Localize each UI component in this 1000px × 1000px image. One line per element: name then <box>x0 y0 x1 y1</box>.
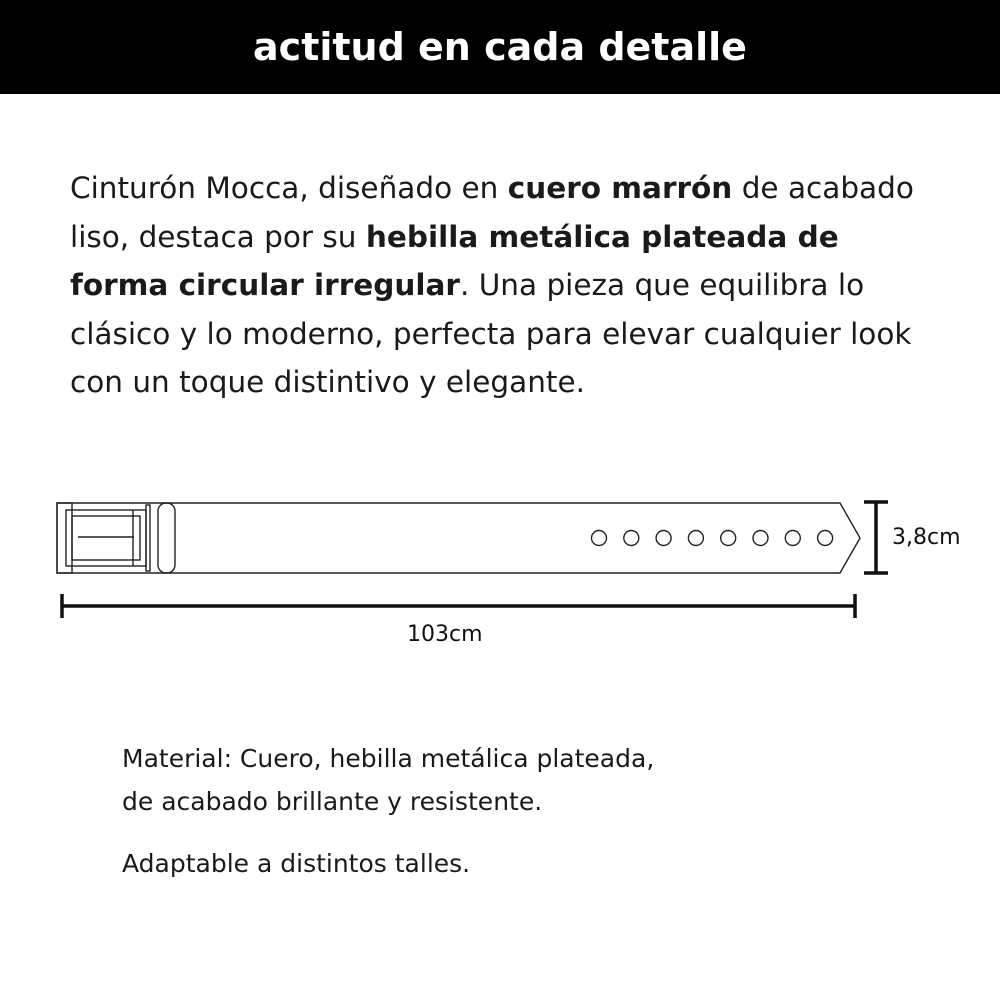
size-spec-text: Adaptable a distintos talles. <box>122 849 471 878</box>
belt-diagram <box>0 480 1000 630</box>
description-text: . Una pieza que equilibra lo clásico y lo moderno, perfecta para elevar cualquier look con un toque distintivo y elegante. <box>70 268 912 399</box>
description-highlight-buckle: hebilla metálica plateada de forma circular irregular <box>70 219 839 302</box>
description-highlight-material: cuero marrón <box>507 171 733 205</box>
size-spec <box>122 842 470 885</box>
material-spec <box>122 737 654 823</box>
width-dimension <box>864 502 888 573</box>
belt-hole <box>656 531 671 546</box>
length-dimension <box>62 594 855 618</box>
description-text: Cinturón Mocca, diseñado en <box>70 171 508 205</box>
belt-hole <box>592 531 607 546</box>
belt-hole <box>688 531 703 546</box>
length-measure-label: 103cm <box>407 622 483 647</box>
product-description <box>70 164 930 407</box>
page-title: actitud en cada detalle <box>253 25 747 69</box>
belt-hole <box>785 531 800 546</box>
width-measure-label: 3,8cm <box>892 525 961 550</box>
description-text: de acabado liso, destaca por su <box>70 171 914 254</box>
material-spec-line: Material: Cuero, hebilla metálica plateada, <box>122 744 655 773</box>
belt-strap <box>57 503 860 573</box>
belt-hole <box>624 531 639 546</box>
belt-holes <box>592 531 833 546</box>
belt-hole <box>818 531 833 546</box>
belt-hole <box>721 531 736 546</box>
material-spec-line: de acabado brillante y resistente. <box>122 787 543 816</box>
belt-loop <box>158 503 175 573</box>
belt-buckle <box>57 503 150 573</box>
header-bar <box>0 0 1000 94</box>
belt-hole <box>753 531 768 546</box>
